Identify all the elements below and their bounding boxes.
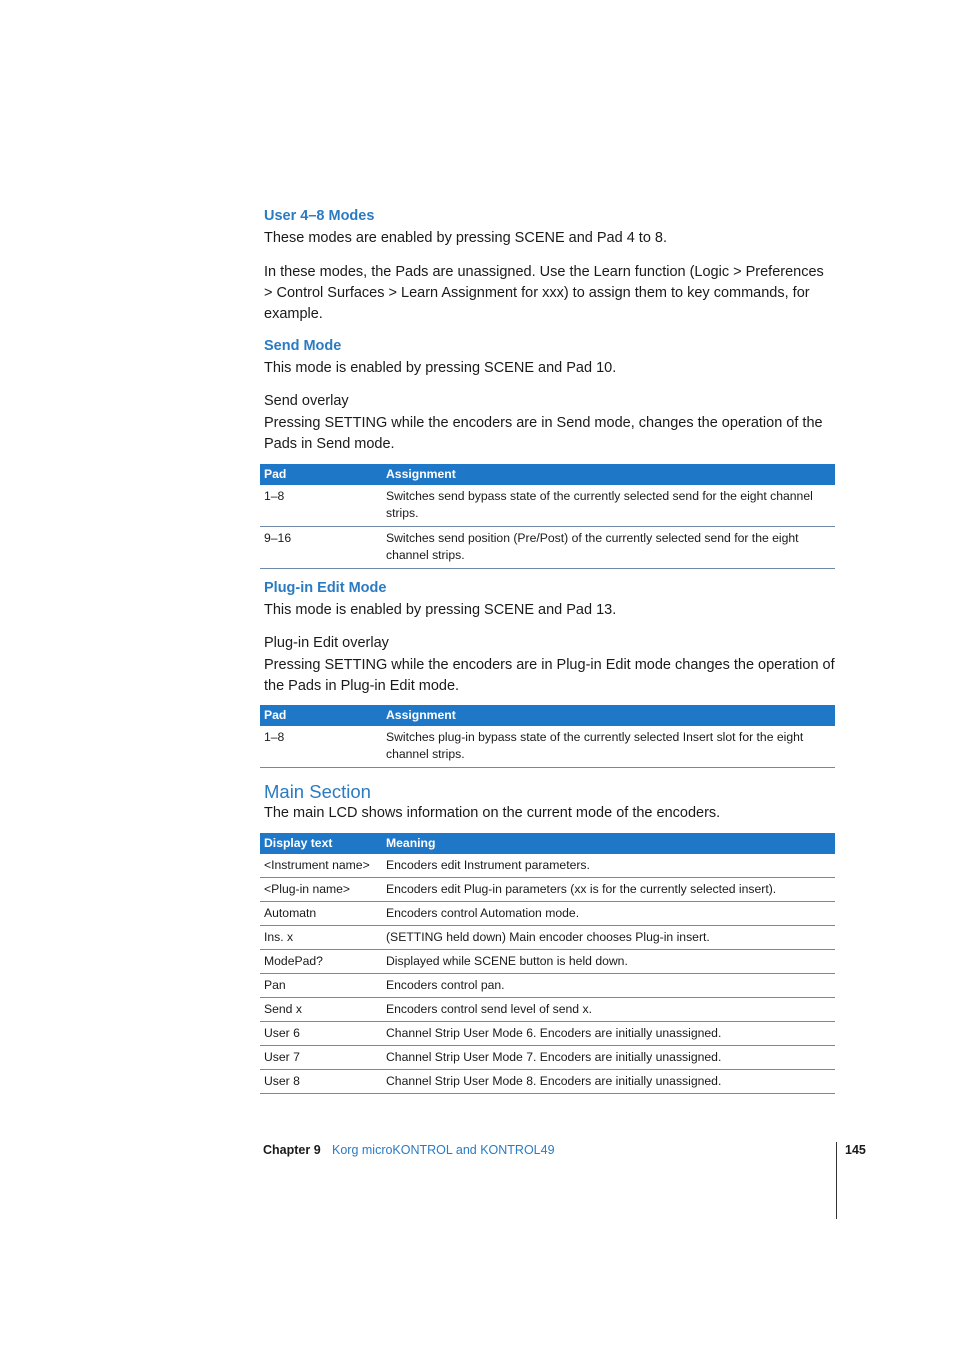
send-overlay-table (260, 464, 835, 569)
paragraph-plugin-overlay: Pressing SETTING while the encoders are in Plug-in Edit mode changes the operation of the Pads in Plug-in Edit mode. (264, 657, 835, 694)
paragraph-main-section: The main LCD shows information on the current mode of the encoders. (264, 805, 721, 821)
table-row (260, 485, 835, 527)
table-header-row (260, 464, 835, 485)
table-row (260, 1046, 835, 1070)
table-cell: ModePad? (260, 950, 382, 974)
paragraph-user-modes-2: In these modes, the Pads are unassigned. Use the Learn function (Logic > Preferences > Control Surfaces > Learn Assignment for xxx) to assign them to key commands, for example. (264, 264, 824, 322)
paragraph-send-overlay: Pressing SETTING while the encoders are in Send mode, changes the operation of the Pads in Send mode. (264, 415, 823, 452)
heading-plugin-edit-mode: Plug-in Edit Mode (264, 580, 387, 596)
table-cell: 9–16 (260, 527, 382, 569)
table-cell: Automatn (260, 902, 382, 926)
table-cell: 1–8 (260, 485, 382, 527)
table-cell: User 8 (260, 1070, 382, 1094)
display-text-table (260, 833, 835, 1094)
table-row (260, 1070, 835, 1094)
table-cell: Switches send bypass state of the currently selected send for the eight channel strips. (382, 485, 835, 527)
table-cell: Channel Strip User Mode 6. Encoders are initially unassigned. (382, 1022, 835, 1046)
table-cell: Encoders edit Instrument parameters. (382, 854, 835, 878)
table-cell: Pan (260, 974, 382, 998)
table-row (260, 902, 835, 926)
table-cell: <Instrument name> (260, 854, 382, 878)
table-cell: Send x (260, 998, 382, 1022)
subheading-plugin-edit-overlay: Plug-in Edit overlay (264, 635, 389, 651)
heading-main-section: Main Section (264, 781, 371, 802)
column-header-assignment: Assignment (382, 705, 835, 726)
table-cell: Encoders control Automation mode. (382, 902, 835, 926)
table-cell: (SETTING held down) Main encoder chooses Plug-in insert. (382, 926, 835, 950)
table-cell: User 6 (260, 1022, 382, 1046)
table-header-row (260, 833, 835, 854)
footer-chapter: Chapter 9 (263, 1143, 321, 1157)
page-number: 145 (845, 1143, 866, 1157)
heading-send-mode: Send Mode (264, 338, 342, 354)
table-cell: Switches send position (Pre/Post) of the currently selected send for the eight channel strips. (382, 527, 835, 569)
table-row (260, 998, 835, 1022)
table-cell: Encoders edit Plug-in parameters (xx is for the currently selected insert). (382, 878, 835, 902)
table-row (260, 926, 835, 950)
column-header-assignment: Assignment (382, 464, 835, 485)
paragraph-user-modes-1: These modes are enabled by pressing SCENE and Pad 4 to 8. (264, 230, 668, 246)
table-row (260, 878, 835, 902)
table-row (260, 726, 835, 768)
subheading-send-overlay: Send overlay (264, 393, 349, 409)
table-row (260, 1022, 835, 1046)
table-cell: Encoders control send level of send x. (382, 998, 835, 1022)
paragraph-send-mode-1: This mode is enabled by pressing SCENE and Pad 10. (264, 360, 617, 376)
table-cell: User 7 (260, 1046, 382, 1070)
table-row (260, 950, 835, 974)
table-cell: 1–8 (260, 726, 382, 768)
table-header-row (260, 705, 835, 726)
table-cell: <Plug-in name> (260, 878, 382, 902)
table-cell: Ins. x (260, 926, 382, 950)
table-cell: Encoders control pan. (382, 974, 835, 998)
column-header-meaning: Meaning (382, 833, 835, 854)
footer-chapter-title: Korg microKONTROL and KONTROL49 (332, 1143, 555, 1157)
table-row (260, 974, 835, 998)
table-row (260, 854, 835, 878)
paragraph-plugin-mode-1: This mode is enabled by pressing SCENE and Pad 13. (264, 602, 617, 618)
table-row (260, 527, 835, 569)
table-cell: Displayed while SCENE button is held down. (382, 950, 835, 974)
column-header-pad: Pad (260, 464, 382, 485)
table-cell: Channel Strip User Mode 7. Encoders are initially unassigned. (382, 1046, 835, 1070)
column-header-pad: Pad (260, 705, 382, 726)
column-header-display-text: Display text (260, 833, 382, 854)
plugin-overlay-table (260, 705, 835, 768)
table-cell: Switches plug-in bypass state of the currently selected Insert slot for the eight channel strips. (382, 726, 835, 768)
footer-divider (836, 1142, 837, 1219)
table-cell: Channel Strip User Mode 8. Encoders are initially unassigned. (382, 1070, 835, 1094)
heading-user-modes: User 4–8 Modes (264, 208, 375, 224)
